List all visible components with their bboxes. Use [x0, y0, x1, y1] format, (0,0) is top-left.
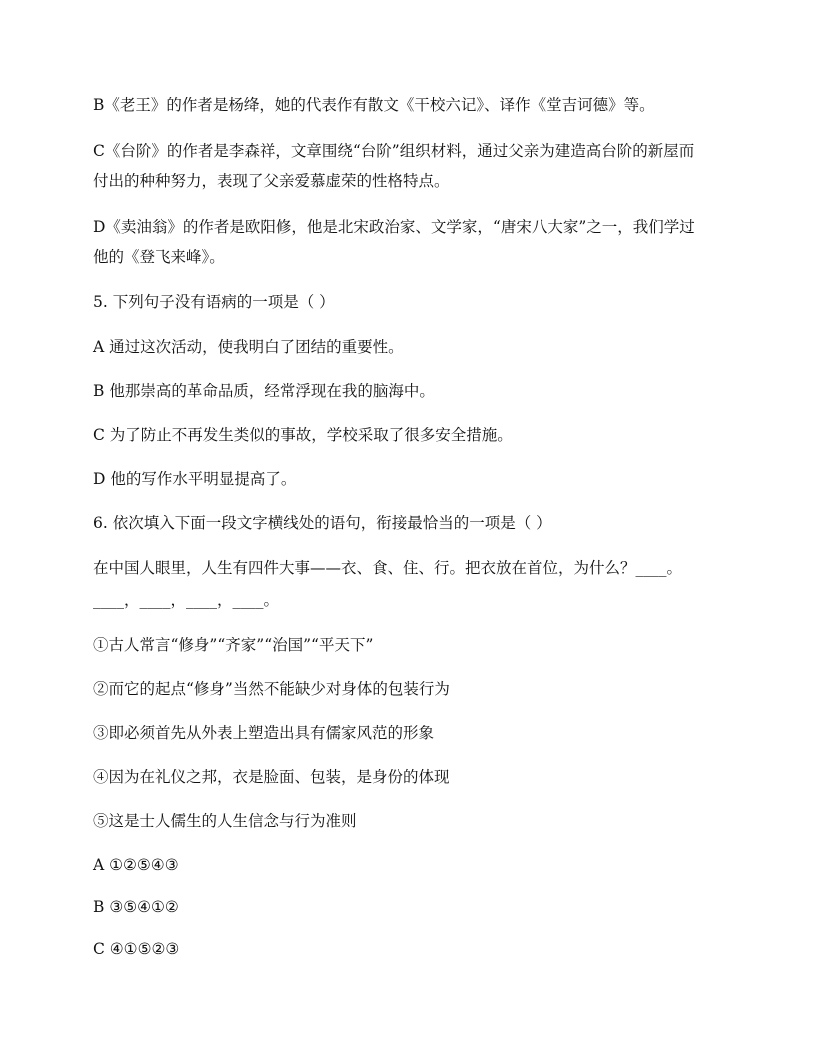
option-d-maiyouweng-line2: 他的《登飞来峰》。 [93, 248, 225, 266]
q6-sentence-4: ④因为在礼仪之邦，衣是脸面、包装，是身份的体现 [93, 768, 450, 786]
q6-sentence-1: ①古人常言“修身”“齐家”“治国”“平天下” [93, 636, 374, 654]
option-c-taijie-line2: 付出的种种努力，表现了父亲爱慕虚荣的性格特点。 [93, 172, 450, 190]
q5-option-d: D 他的写作水平明显提高了。 [93, 470, 297, 488]
q5-option-c: C 为了防止不再发生类似的事故，学校采取了很多安全措施。 [93, 426, 513, 444]
option-c-taijie-line1: C《台阶》的作者是李森祥，文章围绕“台阶”组织材料，通过父亲为建造高台阶的新屋而 [93, 142, 695, 160]
q6-option-a: A ①②⑤④③ [93, 856, 179, 874]
question-5: 5. 下列句子没有语病的一项是（ ） [93, 293, 335, 311]
q5-option-b: B 他那崇高的革命品质，经常浮现在我的脑海中。 [93, 382, 435, 400]
option-b-laowang: B《老王》的作者是杨绛，她的代表作有散文《干校六记》、译作《堂吉诃德》等。 [93, 96, 655, 114]
q6-sentence-5: ⑤这是士人儒生的人生信念与行为准则 [93, 812, 357, 830]
q6-option-b: B ③⑤④①② [93, 898, 179, 916]
q6-passage-line1: 在中国人眼里，人生有四件大事——衣、食、住、行。把衣放在首位，为什么？____。 [93, 559, 683, 577]
q6-sentence-2: ②而它的起点“修身”当然不能缺少对身体的包装行为 [93, 680, 450, 698]
question-6: 6. 依次填入下面一段文字横线处的语句，衔接最恰当的一项是（ ） [93, 514, 552, 532]
q5-option-a: A 通过这次活动，使我明白了团结的重要性。 [93, 338, 404, 356]
option-d-maiyouweng-line1: D《卖油翁》的作者是欧阳修，他是北宋政治家、文学家，“唐宋八大家”之一，我们学过 [93, 218, 695, 236]
q6-passage-line2: ____，____，____，____。 [93, 591, 280, 609]
q6-option-c: C ④①⑤②③ [93, 940, 180, 958]
q6-sentence-3: ③即必须首先从外表上塑造出具有儒家风范的形象 [93, 724, 435, 742]
